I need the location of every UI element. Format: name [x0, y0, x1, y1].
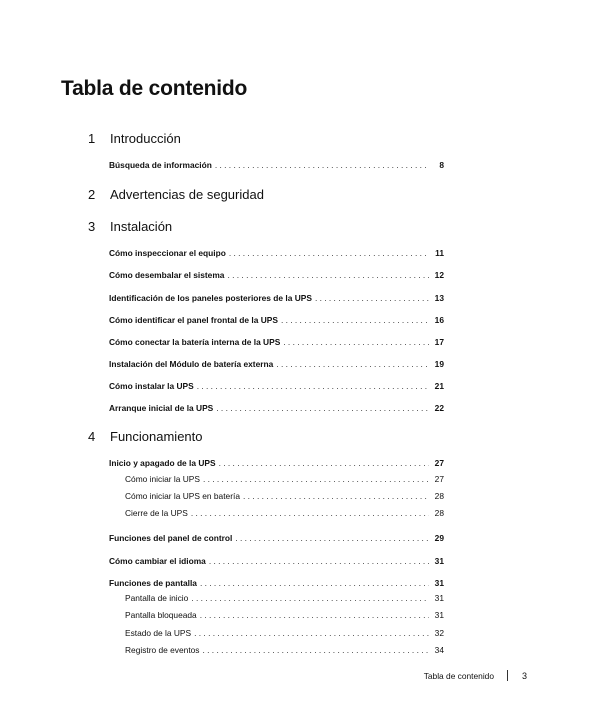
- dot-leader: [194, 628, 429, 638]
- toc-entry-label: Cómo cambiar el idioma: [109, 556, 206, 566]
- toc-subentry[interactable]: [125, 474, 444, 484]
- dot-leader: [276, 359, 429, 369]
- toc-entry[interactable]: [109, 270, 444, 280]
- toc-entry-page: 27: [434, 474, 444, 484]
- dot-leader: [215, 160, 429, 170]
- toc-entry-page: 8: [439, 160, 444, 170]
- toc-entry[interactable]: [109, 578, 444, 588]
- dot-leader: [197, 381, 429, 391]
- dot-leader: [191, 508, 429, 518]
- chapter-number: 3: [88, 219, 96, 234]
- footer-divider: [507, 670, 508, 681]
- toc-entry-label: Búsqueda de información: [109, 160, 212, 170]
- dot-leader: [281, 315, 429, 325]
- toc-subentry[interactable]: [125, 491, 444, 501]
- chapter-title: Introducción: [110, 131, 181, 146]
- toc-entry-page: 34: [434, 645, 444, 655]
- toc-entry-label: Cómo conectar la batería interna de la UPS: [109, 337, 281, 347]
- toc-entry-label: Cómo inspeccionar el equipo: [109, 248, 226, 258]
- toc-entry[interactable]: [109, 160, 444, 170]
- toc-subentry[interactable]: [125, 508, 444, 518]
- toc-entry-page: 28: [434, 491, 444, 501]
- toc-entry-label: Pantalla de inicio: [125, 593, 189, 603]
- toc-entry[interactable]: [109, 458, 444, 468]
- toc-entry[interactable]: [109, 315, 444, 325]
- toc-entry[interactable]: [109, 337, 444, 347]
- toc-entry-label: Inicio y apagado de la UPS: [109, 458, 216, 468]
- toc-entry[interactable]: [109, 381, 444, 391]
- dot-leader: [227, 270, 429, 280]
- toc-entry-label: Instalación del Módulo de batería externa: [109, 359, 274, 369]
- dot-leader: [203, 645, 430, 655]
- chapter-number: 1: [88, 131, 96, 146]
- page-title: Tabla de contenido: [61, 77, 248, 100]
- toc-entry-label: Identificación de los paneles posteriores de la UPS: [109, 293, 312, 303]
- chapter-number: 2: [88, 187, 96, 202]
- toc-subentry[interactable]: [125, 610, 444, 620]
- toc-entry-page: 28: [434, 508, 444, 518]
- toc-entry-page: 16: [434, 315, 444, 325]
- toc-entry[interactable]: [109, 403, 444, 413]
- toc-entry-page: 29: [434, 533, 444, 543]
- chapter-heading: [88, 187, 264, 202]
- dot-leader: [209, 556, 429, 566]
- chapter-heading: [88, 429, 203, 444]
- chapter-title: Funcionamiento: [110, 429, 203, 444]
- toc-entry-page: 13: [434, 293, 444, 303]
- chapter-number: 4: [88, 429, 96, 444]
- toc-entry-page: 31: [434, 556, 444, 566]
- toc-entry-label: Cómo identificar el panel frontal de la UPS: [109, 315, 278, 325]
- toc-entry-page: 17: [434, 337, 444, 347]
- dot-leader: [191, 593, 429, 603]
- toc-entry-label: Cierre de la UPS: [125, 508, 188, 518]
- dot-leader: [283, 337, 429, 347]
- toc-entry-label: Funciones del panel de control: [109, 533, 233, 543]
- toc-entry-page: 32: [434, 628, 444, 638]
- toc-entry-page: 21: [434, 381, 444, 391]
- toc-entry-page: 19: [434, 359, 444, 369]
- dot-leader: [315, 293, 429, 303]
- dot-leader: [219, 458, 429, 468]
- toc-entry-page: 11: [435, 248, 444, 258]
- toc-entry-page: 12: [434, 270, 444, 280]
- dot-leader: [229, 248, 429, 258]
- toc-entry-label: Cómo iniciar la UPS en batería: [125, 491, 240, 501]
- toc-entry-label: Cómo instalar la UPS: [109, 381, 194, 391]
- dot-leader: [203, 474, 429, 484]
- toc-subentry[interactable]: [125, 645, 444, 655]
- toc-entry[interactable]: [109, 293, 444, 303]
- dot-leader: [200, 610, 429, 620]
- toc-entry-label: Registro de eventos: [125, 645, 200, 655]
- toc-entry[interactable]: [109, 533, 444, 543]
- chapter-title: Instalación: [110, 219, 173, 234]
- footer-page-number: 3: [522, 670, 528, 681]
- chapter-title: Advertencias de seguridad: [110, 187, 264, 202]
- toc-entry-page: 27: [434, 458, 444, 468]
- toc-entry-label: Estado de la UPS: [125, 628, 192, 638]
- toc-entry-page: 31: [434, 593, 444, 603]
- toc-entry-page: 22: [434, 403, 444, 413]
- toc-entry-label: Cómo desembalar el sistema: [109, 270, 225, 280]
- dot-leader: [216, 403, 429, 413]
- toc-subentry[interactable]: [125, 593, 444, 603]
- dot-leader: [200, 578, 429, 588]
- chapter-heading: [88, 219, 172, 234]
- toc-entry-label: Cómo iniciar la UPS: [125, 474, 200, 484]
- toc-subentry[interactable]: [125, 628, 444, 638]
- toc-entry-label: Pantalla bloqueada: [125, 610, 197, 620]
- toc-entry[interactable]: [109, 556, 444, 566]
- footer-title: Tabla de contenido: [423, 670, 494, 681]
- toc-entry-label: Arranque inicial de la UPS: [109, 403, 214, 413]
- toc-entry-page: 31: [434, 578, 444, 588]
- dot-leader: [235, 533, 429, 543]
- toc-entry-page: 31: [434, 610, 444, 620]
- toc-entry[interactable]: [109, 359, 444, 369]
- chapter-heading: [88, 131, 181, 146]
- dot-leader: [243, 491, 429, 501]
- page-footer: [400, 670, 530, 681]
- toc-entry[interactable]: [109, 248, 444, 258]
- toc-entry-label: Funciones de pantalla: [109, 578, 197, 588]
